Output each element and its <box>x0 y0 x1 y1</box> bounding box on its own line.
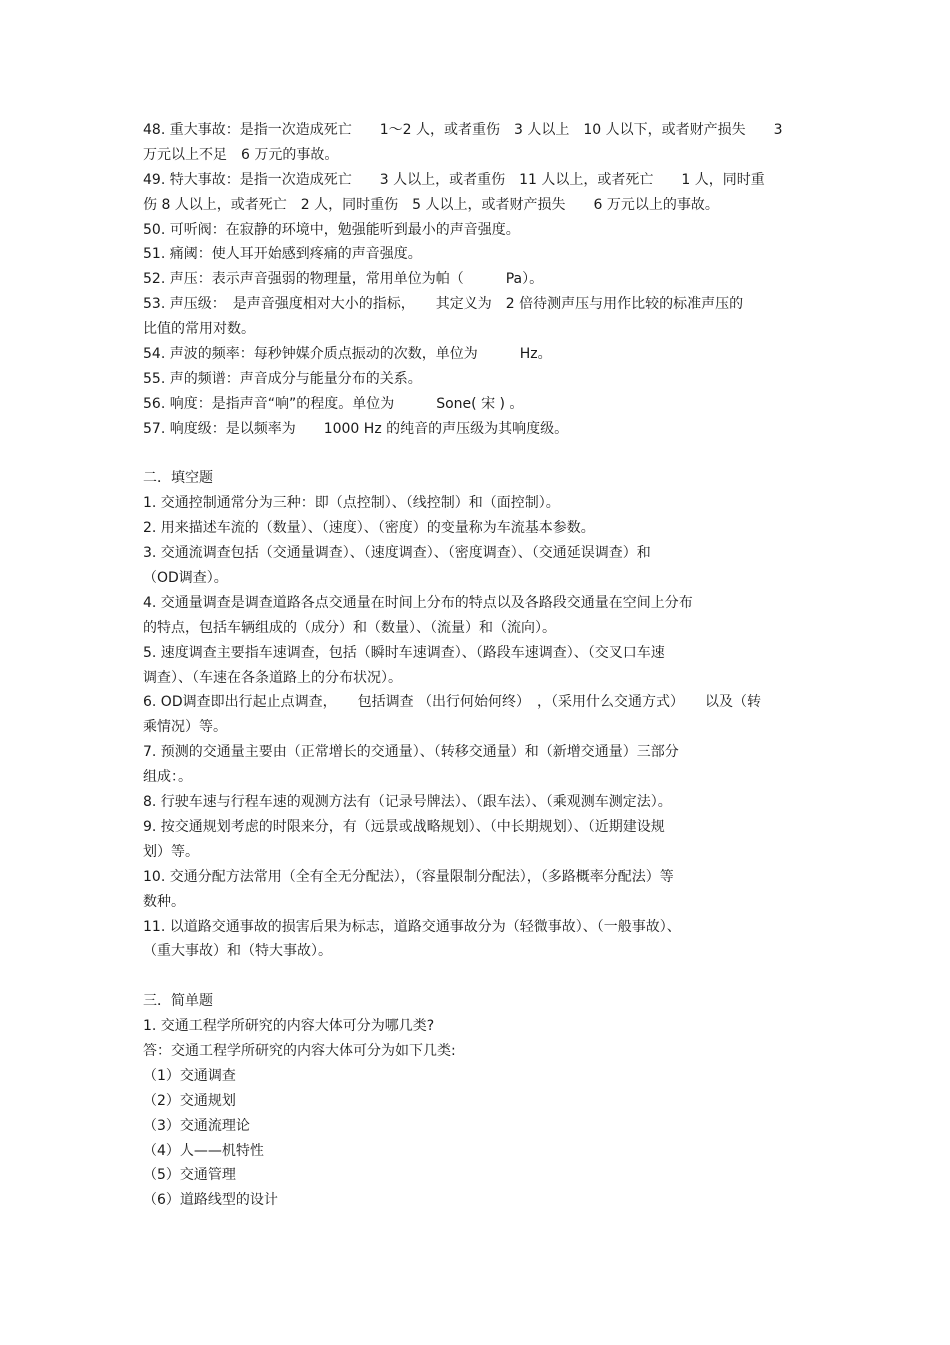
fill-11-line-1: 11. 以道路交通事故的损害后果为标志，道路交通事故分为（轻微事故）、（一般事故）、 <box>143 918 681 935</box>
fill-7-line-2: 组成：。 <box>143 769 192 786</box>
fill-11-line-2: （重大事故）和（特大事故）。 <box>143 943 332 960</box>
fill-1: 1. 交通控制通常分为三种：即（点控制）、（线控制）和（面控制）。 <box>143 495 560 512</box>
section-gap <box>143 442 823 467</box>
fill-5-line-1: 5. 速度调查主要指车速调查，包括（瞬时车速调查）、（路段车速调查）、（交叉口车速 <box>143 644 665 661</box>
fill-4-line-2: 的特点，包括车辆组成的（成分）和（数量）、（流量）和（流向）。 <box>143 619 556 636</box>
def-52: 52. 声压：表示声音强弱的物理量，常用单位为帕（ Pa）。 <box>143 271 544 288</box>
fill-8: 8. 行驶车速与行程车速的观测方法有（记录号牌法）、（跟车法）、（乘观测车测定法）。 <box>143 794 672 811</box>
fill-9-line-2: 划）等。 <box>143 843 199 860</box>
fill-7-line-1: 7. 预测的交通量主要由（正常增长的交通量）、（转移交通量）和（新增交通量）三部分 <box>143 744 679 761</box>
def-48-line-1: 48. 重大事故：是指一次造成死亡 1～2 人，或者重伤 3 人以上 10 人以下，或者财产损失 3 <box>143 122 783 138</box>
short-question-1: 1. 交通工程学所研究的内容大体可分为哪几类? <box>143 1018 435 1035</box>
def-49-line-1: 49. 特大事故：是指一次造成死亡 3 人以上，或者重伤 11 人以上，或者死亡 1 人，同时重 <box>143 171 765 188</box>
def-56: 56. 响度：是指声音“响”的程度。单位为 Sone( 宋 ) 。 <box>143 395 524 412</box>
answer-list-item: （2）交通规划 <box>143 1092 236 1109</box>
definitions-block <box>143 118 823 442</box>
fill-3-line-1: 3. 交通流调查包括（交通量调查）、（速度调查）、（密度调查）、（交通延误调查）和 <box>143 545 651 562</box>
fill-10-line-1: 10. 交通分配方法常用（全有全无分配法），（容量限制分配法），（多路概率分配法）等 <box>143 868 674 885</box>
section-title-fill: 二．填空题 <box>143 470 213 487</box>
def-55: 55. 声的频谱：声音成分与能量分布的关系。 <box>143 370 422 387</box>
fill-10-line-2: 数种。 <box>143 893 185 910</box>
fill-6-line-2: 乘情况）等。 <box>143 719 227 736</box>
fill-3-line-2: （OD调查）。 <box>143 570 228 587</box>
answer-list-item: （5）交通管理 <box>143 1167 236 1184</box>
def-48-line-2: 万元以上不足 6 万元的事故。 <box>143 146 339 163</box>
fill-2: 2. 用来描述车流的（数量）、（速度）、（密度）的变量称为车流基本参数。 <box>143 520 595 537</box>
def-50: 50. 可听阀：在寂静的环境中，勉强能听到最小的声音强度。 <box>143 221 520 238</box>
def-49-line-2: 伤 8 人以上，或者死亡 2 人，同时重伤 5 人以上，或者财产损失 6 万元以上的事故。 <box>143 196 719 213</box>
short-answer-1: 答：交通工程学所研究的内容大体可分为如下几类: <box>143 1042 456 1059</box>
def-53-line-1: 53. 声压级： 是声音强度相对大小的指标， 其定义为 2 倍待测声压与用作比较的标准声压的 <box>143 296 744 313</box>
answer-list-item: （3）交通流理论 <box>143 1117 250 1134</box>
fill-in-section <box>143 466 823 964</box>
def-57: 57. 响度级：是以频率为 1000 Hz 的纯音的声压级为其响度级。 <box>143 420 569 437</box>
answer-list-item: （6）道路线型的设计 <box>143 1192 278 1209</box>
fill-9-line-1: 9. 按交通规划考虑的时限来分，有（远景或战略规划）、（中长期规划）、（近期建设规 <box>143 818 665 835</box>
answer-list-item: （1）交通调查 <box>143 1067 236 1084</box>
section-title-short: 三．简单题 <box>143 993 213 1010</box>
short-answer-section <box>143 989 823 1213</box>
section-gap <box>143 964 823 989</box>
fill-4-line-1: 4. 交通量调查是调查道路各点交通量在时间上分布的特点以及各路段交通量在空间上分布 <box>143 594 693 611</box>
def-54: 54. 声波的频率：每秒钟媒介质点振动的次数，单位为 Hz。 <box>143 346 552 363</box>
fill-6-line-1: 6. OD调查即出行起止点调查， 包括调查 （出行何始何终） ，（采用什么交通方式） 以及（转 <box>143 694 762 711</box>
fill-5-line-2: 调查）、（车速在各条道路上的分布状况）。 <box>143 669 402 686</box>
document-page <box>143 118 823 1213</box>
def-53-line-2: 比值的常用对数。 <box>143 321 255 338</box>
answer-list-item: （4）人——机特性 <box>143 1142 264 1159</box>
def-51: 51. 痛阈：使人耳开始感到疼痛的声音强度。 <box>143 246 422 263</box>
